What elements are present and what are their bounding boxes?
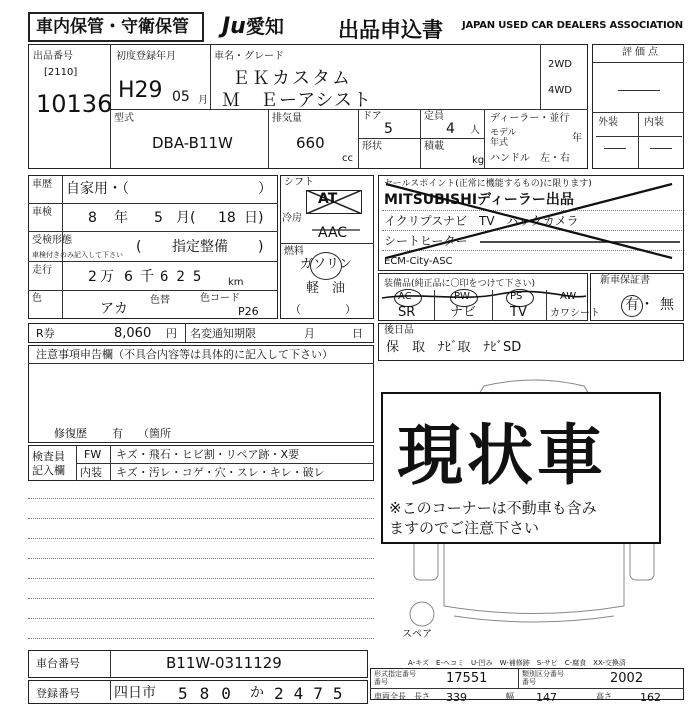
damage-legend: A-キズ E-ヘコミ U-凹み W-補修跡 S-サビ C-腐食 XX-交換済 xyxy=(408,659,626,667)
equip-leather-seat: カワシート xyxy=(550,308,600,319)
drive-2wd: 2WD xyxy=(548,59,572,70)
load-unit: kg xyxy=(472,155,485,166)
chassis-value: B11W-0311129 xyxy=(166,654,282,672)
type-label: 型式 xyxy=(114,113,134,124)
length-label: 長さ xyxy=(414,692,430,701)
usage-label: 車歴 xyxy=(32,179,52,190)
usage-value: 自家用・（ xyxy=(66,181,129,197)
notes-label: 注意事項申告欄（不具合内容等は具体的に記入して下さい） xyxy=(36,348,333,361)
handle-options: 左・右 xyxy=(540,153,570,164)
doors-label: ドア xyxy=(362,111,382,122)
spare-tire-icon xyxy=(410,602,434,626)
warranty-no: 無 xyxy=(660,297,674,313)
drive-4wd: 4WD xyxy=(548,85,572,96)
mileage-d1: 2 xyxy=(88,269,97,285)
registration-class: 580 xyxy=(178,684,243,703)
equip-ps: PS xyxy=(510,291,523,302)
logo-region: 愛知 xyxy=(245,16,284,38)
selling-point-3: シートヒーター xyxy=(384,234,468,248)
first-registration-month-unit: 月 xyxy=(198,95,208,106)
inspector-fw: FW xyxy=(84,448,102,461)
height-label: 高さ xyxy=(596,692,612,701)
color-replace-label: 色替 xyxy=(150,295,170,306)
spare-label: スペア xyxy=(402,629,432,640)
shift-at: AT xyxy=(318,191,338,207)
receiving-open: ( xyxy=(136,239,142,255)
recycle-value: 8,060 xyxy=(114,326,152,341)
as-is-note: ※このコーナーは不動車も含み ますのでご注意下さい xyxy=(389,499,597,537)
selling-points-label: セールスポイント(正常に機能するもの)に限ります) xyxy=(384,179,592,189)
approval-label: 形式指定番号 番号 xyxy=(374,670,416,686)
inspector-interior-items: キズ・汚レ・コゲ・穴・スレ・キレ・破レ xyxy=(116,466,325,479)
repair-value: 有 xyxy=(112,427,123,440)
mileage-unit: km xyxy=(228,277,244,288)
equip-aw: AW xyxy=(560,291,577,302)
capacity-unit: 人 xyxy=(470,125,480,136)
model-year-unit: 年 xyxy=(572,133,582,144)
repair-label: 修復歴 xyxy=(54,427,87,440)
mileage-d2: 6 xyxy=(124,269,133,285)
type-value: DBA-B11W xyxy=(152,134,233,152)
category-value: 2002 xyxy=(610,671,644,686)
inspector-interior: 内装 xyxy=(80,466,102,479)
approval-value: 17551 xyxy=(446,671,488,686)
interior-label: 内装 xyxy=(644,117,664,128)
width-value: 147 xyxy=(536,691,557,704)
shape-label: 形状 xyxy=(362,141,382,152)
equip-navi: ナビ xyxy=(450,305,477,320)
registration-kana: か xyxy=(250,685,264,701)
ju-logo-mark: Ju xyxy=(222,14,246,39)
receiving-label: 受検形態 xyxy=(32,235,72,246)
inspection-month-unit: 月( xyxy=(176,210,196,226)
width-label: 幅 xyxy=(506,692,514,701)
equipment-label: 装備品(純正品に〇印をつけて下さい) xyxy=(384,279,536,289)
cooler-aac: AAC xyxy=(318,225,348,241)
storage-note: 車内保管・守衛保管 xyxy=(36,17,189,37)
displacement-unit: cc xyxy=(342,153,353,164)
ju-logo xyxy=(222,12,284,39)
color-code: P26 xyxy=(238,305,259,318)
warranty-label: 新車保証書 xyxy=(600,275,650,286)
registration-label: 登録番号 xyxy=(36,687,80,700)
mileage-label: 走行 xyxy=(32,265,52,276)
shift-label: シフト xyxy=(284,177,314,188)
first-registration-label: 初度登録年月 xyxy=(116,51,176,62)
aac-strike xyxy=(312,226,362,234)
inspection-year: 8 xyxy=(88,210,97,226)
as-is-stamp xyxy=(381,392,661,544)
form-title: 出品申込書 xyxy=(338,18,443,42)
model-label: 車名・グレード xyxy=(214,51,284,62)
displacement-value: 660 xyxy=(296,134,325,152)
lot-number: 10136 xyxy=(36,90,113,118)
deadline-month-unit: 月 xyxy=(304,327,315,340)
warranty-sep: ・ xyxy=(640,297,654,313)
grade-label: 評価点 xyxy=(622,47,661,58)
inspection-label: 車検 xyxy=(32,207,52,218)
registration-number: 2475 xyxy=(274,684,353,703)
recycle-unit: 円 xyxy=(166,327,177,340)
as-is-title: 現状車 xyxy=(397,417,607,494)
displacement-label: 排気量 xyxy=(272,113,302,124)
model-year-label: モデル 年式 xyxy=(490,128,517,148)
doors-value: 5 xyxy=(384,121,393,137)
inspection-day-unit: 日) xyxy=(244,210,264,226)
color-value: アカ xyxy=(100,301,128,317)
usage-close: ） xyxy=(258,181,272,197)
deadline-day-unit: 日 xyxy=(352,327,363,340)
repair-location-label: （箇所 xyxy=(138,427,171,440)
equip-sr: SR xyxy=(398,305,416,320)
inspection-month: 5 xyxy=(154,210,163,226)
fuel-gasoline: ガソリン xyxy=(300,257,353,272)
first-registration-month: 05 xyxy=(172,89,190,105)
length-value: 339 xyxy=(446,691,467,704)
model-grade: Ｍ Ｅーアシスト xyxy=(222,90,372,111)
height-value: 162 xyxy=(640,691,661,704)
deadline-label: 名変通知期限 xyxy=(190,327,256,340)
selling-point-4: ECM-City-ASC xyxy=(384,256,453,267)
recycle-label: R券 xyxy=(36,327,55,340)
color-code-label: 色コード xyxy=(200,293,240,304)
equip-tv: TV xyxy=(510,305,527,320)
load-label: 積載 xyxy=(424,141,444,152)
handle-label: ハンドル xyxy=(490,153,530,164)
fuel-paren: （ ） xyxy=(290,303,356,316)
storage-note-box xyxy=(28,12,204,42)
selling-point-2: イクリプスナビ TV バックカメラ xyxy=(384,214,579,228)
selling-point-1: MITSUBISHIディーラー出品 xyxy=(384,192,574,208)
capacity-value: 4 xyxy=(446,121,455,137)
model-name: ＥＫカスタム xyxy=(232,68,352,89)
equip-pw: PW xyxy=(454,291,470,302)
lot-label: 出品番号 xyxy=(33,51,73,62)
receiving-sublabel: 車検付きのみ記入して下さい xyxy=(32,251,123,259)
inspector-label: 検査員 記入欄 xyxy=(32,450,65,477)
inspection-year-unit: 年 xyxy=(114,210,128,226)
chassis-label: 車台番号 xyxy=(36,657,80,670)
first-registration-year: H29 xyxy=(118,78,163,103)
fuel-label: 燃料 xyxy=(284,246,304,257)
equip-ac: AC xyxy=(398,291,412,302)
dealer-label: ディーラー・並行 xyxy=(490,113,570,124)
fuel-diesel: 軽 油 xyxy=(306,281,346,296)
color-label: 色 xyxy=(32,293,42,304)
aftermarket-value: 保 取 ﾅﾋﾞ取 ﾅﾋﾞSD xyxy=(386,340,522,355)
inspection-day: 18 xyxy=(218,210,236,226)
warranty-yes: 有 xyxy=(625,297,639,313)
aftermarket-label: 後日品 xyxy=(384,325,414,336)
selling-points-cross xyxy=(380,176,680,266)
mileage-d3: 625 xyxy=(160,269,210,285)
association-name: JAPAN USED CAR DEALERS ASSOCIATION xyxy=(462,20,683,31)
dimensions-label: 車両全長 xyxy=(374,692,406,701)
lot-code: [2110] xyxy=(44,67,78,78)
exterior-label: 外装 xyxy=(598,117,618,128)
mileage-u1: 万 xyxy=(100,269,114,285)
registration-region: 四日市 xyxy=(114,685,156,701)
mileage-u2: 千 xyxy=(140,269,154,285)
category-label: 類別区分番号 番号 xyxy=(522,670,564,686)
receiving-close: ) xyxy=(258,239,264,255)
receiving-value: 指定整備 xyxy=(172,239,228,255)
inspector-fw-items: キズ・飛石・ヒビ割・リペア跡・X要 xyxy=(116,448,300,461)
capacity-label: 定員 xyxy=(424,111,444,122)
cooler-label: 冷房 xyxy=(282,213,302,224)
